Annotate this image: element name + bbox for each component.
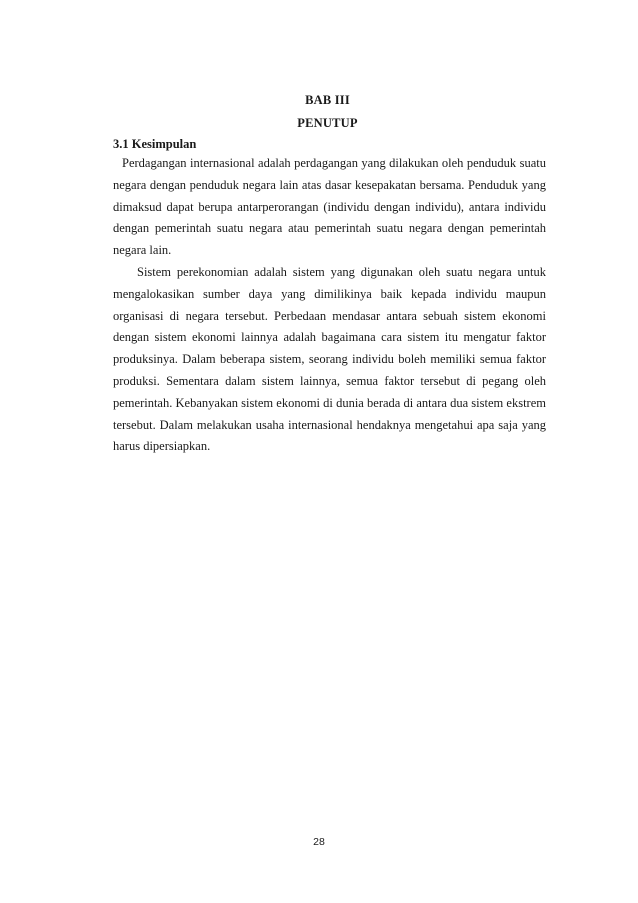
page-number: 28 (313, 836, 325, 848)
section-heading: 3.1 Kesimpulan (113, 137, 197, 151)
body-text (113, 153, 546, 458)
paragraph-sistem-perekonomian: Sistem perekonomian adalah sistem yang digunakan oleh suatu negara untuk mengalokasikan sumber daya yang dimilikinya baik kepada individu maupun organisasi di negara tersebut. Perbedaan mendasar antara sebuah sistem ekonomi dengan sistem ekonomi lainnya adalah bagaimana cara sistem itu mengatur faktor produksinya. Dalam beberapa sistem, seorang individu boleh memiliki semua faktor produksi. Sementara dalam sistem lainnya, semua faktor tersebut di pegang oleh pemerintah. Kebanyakan sistem ekonomi di dunia berada di antara dua sistem ekstrem tersebut. Dalam melakukan usaha internasional hendaknya mengetahui apa saja yang harus dipersiapkan. (113, 264, 546, 454)
chapter-title: PENUTUP (297, 116, 358, 130)
chapter-number: BAB III (305, 93, 350, 107)
paragraph-perdagangan-internasional: Perdagangan internasional adalah perdagangan yang dilakukan oleh penduduk suatu negara dengan penduduk negara lain atas dasar kesepakatan bersama. Penduduk yang dimaksud dapat berupa antarperorangan (individu dengan individu), antara individu dengan pemerintah suatu negara atau pemerintah suatu negara dengan pemerintah negara lain. (113, 156, 546, 258)
